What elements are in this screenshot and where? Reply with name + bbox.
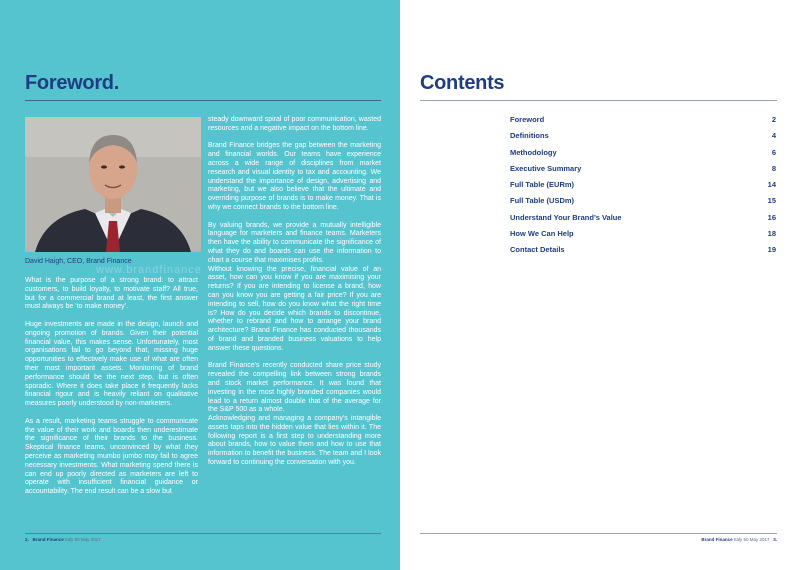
toc-label: How We Can Help (510, 229, 574, 239)
toc-page-number: 6 (771, 147, 776, 157)
footer-brand: Brand Finance (32, 537, 64, 542)
toc-item-executive-summary[interactable] (510, 161, 776, 177)
paragraph: Huge investments are made in the design, launch and ongoing promotion of brands. Given their potential financial value, this makes sense. Unfortunately, most organisations fail to go beyond that, missing huge opportunities to effectively make use of what are often their most important assets. Monitoring of brand performance should be the next step, but is often sporadic. Where it does take place it frequently lacks financial rigour and is heavily reliant on qualitative measures poorly understood by non-marketers. (25, 320, 198, 408)
page-number: 2. (25, 537, 29, 542)
toc-label: Executive Summary (510, 163, 582, 173)
paragraph: What is the purpose of a strong brand: to attract customers, to build loyalty, to motivate staff? All true, but for a commercial brand at least, the first answer must always be ‘to make money’. (25, 277, 198, 311)
footer-divider (25, 533, 381, 534)
toc-item-contact-details[interactable] (510, 242, 776, 258)
toc-label: Full Table (EURm) (510, 180, 575, 190)
page-title: Foreword. (25, 72, 119, 94)
paragraph: Without knowing the precise, financial value of an asset, how can you know if you are maximising your returns? If you are intending to license a brand, how can you know you are getting a fair price? If you are intending to sell, how do you know what the right time is? How do you decide which brands to discontinue, whether to rebrand and how to arrange your brand architecture? Brand Finance has conducted thousands of brand and branded business valuations to help answer these questions. (208, 265, 381, 352)
paragraph: steady downward spiral of poor communication, wasted resources and a negative impact on the bottom line. (208, 116, 381, 132)
toc-item-full-table-eurm[interactable] (510, 177, 776, 193)
footer-brand: Brand Finance (701, 537, 733, 542)
watermark-text: www.brandfinance (96, 264, 202, 276)
paragraph: Acknowledging and managing a company’s intangible assets taps into the hidden value that lies within it. The following report is a first step to understanding more about brands, how to value them and how to use that information to benefit the business. The team and I look forward to continuing the conversation with you. (208, 415, 381, 467)
toc-label: Definitions (510, 131, 549, 141)
toc-label: Understand Your Brand’s Value (510, 212, 622, 222)
toc-item-definitions[interactable] (510, 128, 776, 144)
toc-label: Methodology (510, 147, 557, 157)
toc-item-full-table-usdm[interactable] (510, 193, 776, 209)
footer-report-title: Italy 50 May 2017 (733, 537, 770, 542)
toc-item-understand-brand-value[interactable] (510, 210, 776, 226)
paragraph: Brand Finance’s recently conducted share price study revealed the compelling link between strong brands and stock market performance. It was found that investing in the most highly branded companies would lead to a return almost double that of the average for the S&P 500 as a whole. (208, 362, 381, 414)
paragraph: By valuing brands, we provide a mutually intelligible language for marketers and finance teams. Marketers then have the ability to communicate the significance of what they do and boards can use the information to chart a course that maximises profits. (208, 221, 381, 264)
ceo-portrait (25, 117, 201, 252)
toc-item-foreword[interactable] (510, 112, 776, 128)
page-title: Contents (420, 72, 505, 94)
toc-page-number: 8 (771, 163, 776, 173)
table-of-contents (510, 112, 776, 259)
toc-page-number: 18 (767, 229, 776, 239)
footer-report-title: Italy 50 May 2017 (65, 537, 101, 542)
toc-page-number: 16 (767, 212, 776, 222)
page-footer (25, 537, 101, 542)
toc-label: Foreword (510, 115, 545, 124)
toc-page-number: 4 (771, 131, 776, 141)
page-number: 3. (773, 537, 777, 542)
toc-page-number: 19 (767, 245, 776, 255)
foreword-column-1 (25, 277, 198, 506)
toc-label: Full Table (USDm) (510, 196, 575, 206)
toc-item-methodology[interactable] (510, 145, 776, 161)
title-divider (25, 100, 381, 101)
portrait-caption: David Haigh, CEO, Brand Finance (25, 258, 132, 265)
paragraph: As a result, marketing teams struggle to communicate the value of their work and boards then underestimate the significance of their brands to the business. Skeptical finance teams, unconvinced by what they perceive as marketing mumbo jumbo may fail to agree necessary investments. What marketing spend there is can end up poorly directed as marketers are left to operate with insufficient financial guidance or accountability. The end result can be a slow but (25, 417, 198, 496)
foreword-column-2 (208, 116, 381, 477)
toc-page-number: 15 (767, 196, 776, 206)
footer-divider (420, 533, 777, 534)
title-divider (420, 100, 777, 101)
page-footer (701, 537, 777, 542)
right-page (400, 0, 800, 570)
toc-page-number: 14 (767, 180, 776, 190)
toc-page-number: 2 (771, 115, 776, 124)
paragraph: Brand Finance bridges the gap between the marketing and financial worlds. Our teams have experience across a wide range of disciplines from market research and visual identity to tax and accounting. We understand the importance of design, advertising and marketing, but we also believe that the ultimate and overriding purpose of brands is to make money. That is why we connect brands to the bottom line. (208, 142, 381, 211)
toc-item-how-we-can-help[interactable] (510, 226, 776, 242)
toc-label: Contact Details (510, 245, 565, 255)
